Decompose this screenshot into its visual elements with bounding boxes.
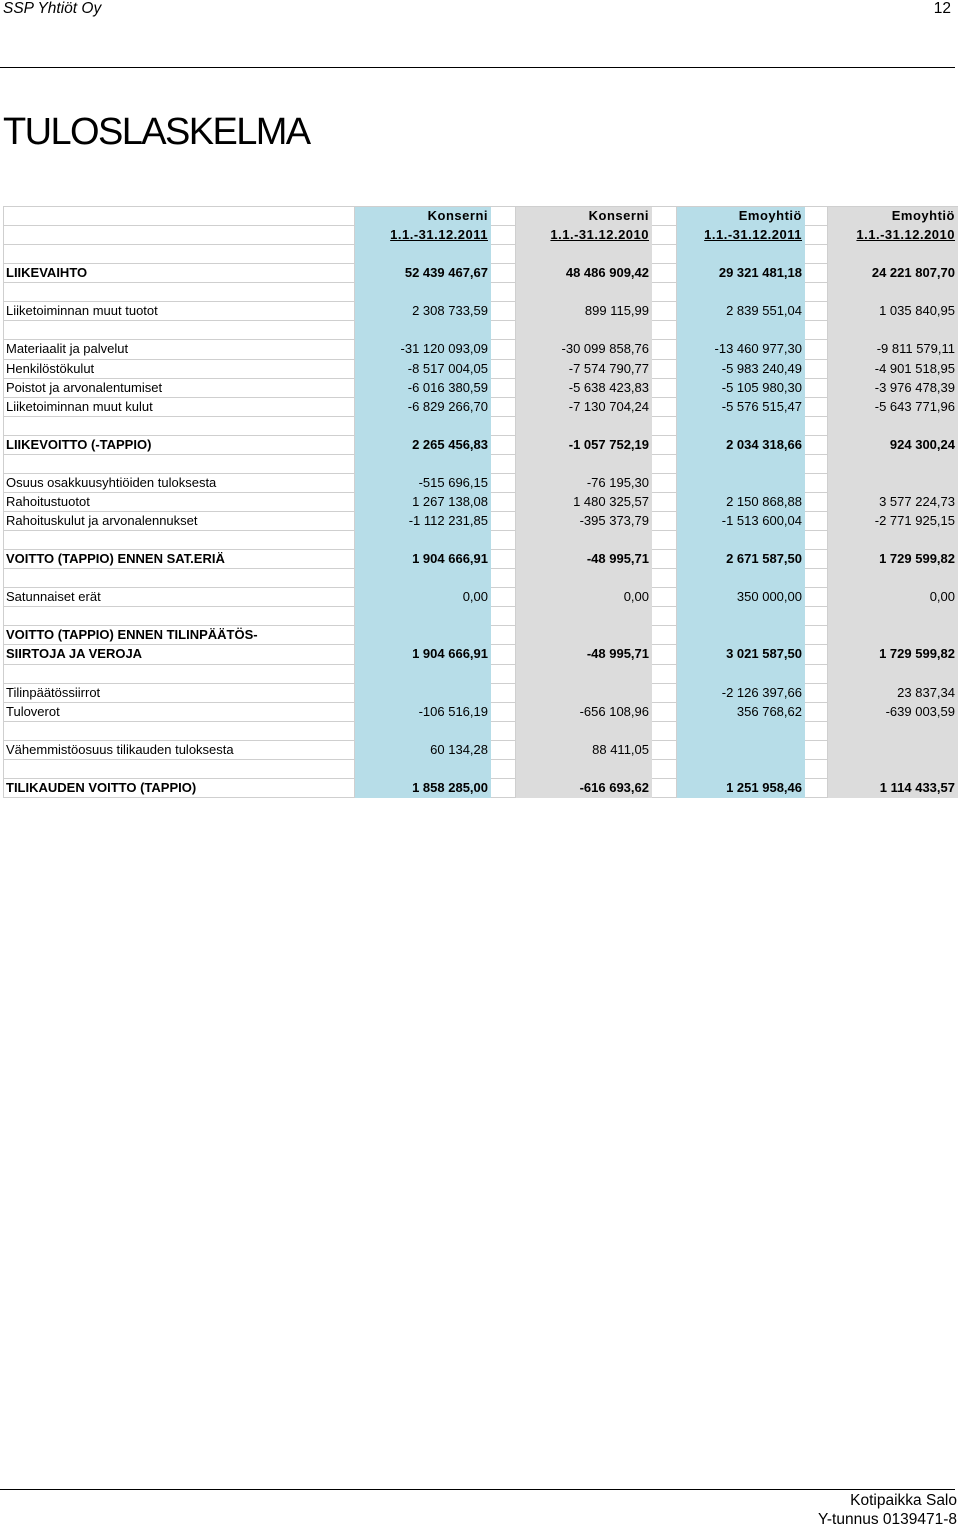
empty-cell [828,722,958,741]
value-cell: -7 130 704,24 [516,398,652,417]
value-cell [516,626,652,645]
row-label: LIIKEVAIHTO [4,264,355,283]
spacer-row [4,607,958,626]
value-cell: 3 021 587,50 [677,645,805,664]
column-period-header: 1.1.-31.12.2011 [355,226,491,245]
column-gap-cell [805,512,828,531]
spacer-row [4,417,958,436]
row-label: Poistot ja arvonalentumiset [4,379,355,398]
column-gap-cell [805,703,828,722]
column-gap-cell [491,703,516,722]
value-cell: -48 995,71 [516,645,652,664]
spacer-row [4,245,958,264]
empty-cell [516,665,652,684]
empty-cell [828,569,958,588]
column-gap-cell [805,645,828,664]
value-cell: -515 696,15 [355,474,491,493]
column-gap-cell [491,645,516,664]
value-cell: -639 003,59 [828,703,958,722]
business-id-text: Y-tunnus 0139471-8 [817,1511,957,1528]
table-row [4,360,958,379]
row-label: Liiketoiminnan muut tuotot [4,302,355,321]
column-gap-cell [491,760,516,779]
value-cell: -2 771 925,15 [828,512,958,531]
empty-cell [677,417,805,436]
column-gap-cell [491,245,516,264]
value-cell: -9 811 579,11 [828,340,958,359]
column-gap-cell [491,684,516,703]
column-gap-cell [491,302,516,321]
value-cell: 1 114 433,57 [828,779,958,798]
empty-cell [4,321,355,340]
column-gap-cell [805,760,828,779]
page-number: 12 [933,0,951,17]
column-gap-cell [491,531,516,550]
row-label: Rahoitustuotot [4,493,355,512]
value-cell [828,626,958,645]
column-gap-cell [652,703,677,722]
row-label: Vähemmistöosuus tilikauden tuloksesta [4,741,355,760]
column-gap-cell [805,722,828,741]
value-cell: 52 439 467,67 [355,264,491,283]
column-gap-cell [805,207,828,226]
column-gap-cell [652,645,677,664]
empty-cell [355,607,491,626]
header-rule [0,67,955,68]
column-group-header: Konserni [516,207,652,226]
value-cell: -5 643 771,96 [828,398,958,417]
column-gap-cell [805,264,828,283]
value-cell [828,741,958,760]
column-gap-cell [805,626,828,645]
column-gap-cell [805,417,828,436]
column-period-header: 1.1.-31.12.2011 [677,226,805,245]
value-cell: -48 995,71 [516,550,652,569]
empty-cell [4,226,355,245]
value-cell [516,684,652,703]
column-gap-cell [805,550,828,569]
column-gap-cell [491,417,516,436]
value-cell: 350 000,00 [677,588,805,607]
column-period-header: 1.1.-31.12.2010 [516,226,652,245]
empty-cell [355,455,491,474]
column-gap-cell [652,569,677,588]
empty-cell [355,417,491,436]
value-cell: 1 480 325,57 [516,493,652,512]
column-gap-cell [652,760,677,779]
value-cell: 1 729 599,82 [828,550,958,569]
value-cell: 1 267 138,08 [355,493,491,512]
column-gap-cell [652,512,677,531]
column-gap-cell [491,512,516,531]
column-gap-cell [652,264,677,283]
column-gap-cell [491,283,516,302]
empty-cell [516,283,652,302]
footer-rule [0,1489,955,1490]
value-cell [355,626,491,645]
value-cell: -31 120 093,09 [355,340,491,359]
value-cell: -616 693,62 [516,779,652,798]
column-period-header-row [4,226,958,245]
table-row [4,340,958,359]
value-cell: 60 134,28 [355,741,491,760]
column-gap-cell [491,779,516,798]
value-cell: 88 411,05 [516,741,652,760]
value-cell: 356 768,62 [677,703,805,722]
column-gap-cell [652,436,677,455]
column-gap-cell [652,741,677,760]
spacer-row [4,283,958,302]
empty-cell [677,760,805,779]
column-gap-cell [652,531,677,550]
column-gap-cell [652,550,677,569]
value-cell: -395 373,79 [516,512,652,531]
empty-cell [355,722,491,741]
column-gap-cell [805,321,828,340]
row-label: Tuloverot [4,703,355,722]
column-gap-cell [491,436,516,455]
empty-cell [4,417,355,436]
column-group-header: Konserni [355,207,491,226]
column-gap-cell [805,340,828,359]
column-gap-cell [652,626,677,645]
column-gap-cell [652,226,677,245]
value-cell: 24 221 807,70 [828,264,958,283]
empty-cell [355,665,491,684]
value-cell: 2 671 587,50 [677,550,805,569]
spacer-row [4,569,958,588]
column-gap-cell [491,207,516,226]
column-period-header: 1.1.-31.12.2010 [828,226,958,245]
column-gap-cell [491,226,516,245]
value-cell: -3 976 478,39 [828,379,958,398]
empty-cell [4,722,355,741]
value-cell: 899 115,99 [516,302,652,321]
value-cell: 1 858 285,00 [355,779,491,798]
column-gap-cell [491,722,516,741]
column-gap-cell [652,684,677,703]
column-gap-cell [652,779,677,798]
row-label: Satunnaiset erät [4,588,355,607]
empty-cell [828,283,958,302]
value-cell: -5 105 980,30 [677,379,805,398]
empty-cell [4,207,355,226]
empty-cell [516,321,652,340]
table-row [4,398,958,417]
column-gap-cell [805,245,828,264]
column-gap-cell [805,684,828,703]
column-gap-cell [652,283,677,302]
column-gap-cell [491,588,516,607]
empty-cell [516,417,652,436]
value-cell [828,474,958,493]
empty-cell [4,455,355,474]
domicile-text: Kotipaikka Salo [850,1492,957,1509]
row-label: Osuus osakkuusyhtiöiden tuloksesta [4,474,355,493]
empty-cell [516,245,652,264]
column-group-header: Emoyhtiö [677,207,805,226]
empty-cell [516,760,652,779]
column-gap-cell [805,665,828,684]
column-gap-cell [652,207,677,226]
row-label: Henkilöstökulut [4,360,355,379]
column-gap-cell [652,360,677,379]
value-cell: 1 904 666,91 [355,645,491,664]
spacer-row [4,665,958,684]
value-cell [677,626,805,645]
column-gap-cell [491,455,516,474]
value-cell [355,684,491,703]
table-row [4,474,958,493]
empty-cell [677,607,805,626]
column-gap-cell [652,455,677,474]
table-row [4,436,958,455]
column-gap-cell [805,226,828,245]
column-gap-cell [491,321,516,340]
table-row [4,493,958,512]
empty-cell [828,760,958,779]
column-gap-cell [652,321,677,340]
value-cell: 3 577 224,73 [828,493,958,512]
row-label: Materiaalit ja palvelut [4,340,355,359]
value-cell: -106 516,19 [355,703,491,722]
column-gap-cell [652,245,677,264]
empty-cell [4,607,355,626]
empty-cell [4,245,355,264]
table-row [4,550,958,569]
column-gap-cell [652,493,677,512]
column-gap-cell [652,588,677,607]
value-cell: -2 126 397,66 [677,684,805,703]
empty-cell [355,569,491,588]
empty-cell [4,665,355,684]
table-row [4,302,958,321]
value-cell: -76 195,30 [516,474,652,493]
spacer-row [4,455,958,474]
row-label: VOITTO (TAPPIO) ENNEN SAT.ERIÄ [4,550,355,569]
column-group-header: Emoyhtiö [828,207,958,226]
empty-cell [4,531,355,550]
column-gap-cell [491,493,516,512]
column-gap-cell [805,302,828,321]
empty-cell [4,569,355,588]
value-cell: -1 112 231,85 [355,512,491,531]
spacer-row [4,531,958,550]
spacer-row [4,722,958,741]
column-gap-cell [491,626,516,645]
spacer-row [4,321,958,340]
empty-cell [677,455,805,474]
value-cell: 2 308 733,59 [355,302,491,321]
empty-cell [677,321,805,340]
column-gap-cell [491,550,516,569]
column-gap-cell [491,360,516,379]
column-gap-cell [652,398,677,417]
value-cell: -1 057 752,19 [516,436,652,455]
row-label: Tilinpäätössiirrot [4,684,355,703]
value-cell: 1 035 840,95 [828,302,958,321]
table-row [4,645,958,664]
value-cell: 0,00 [355,588,491,607]
company-name: SSP Yhtiöt Oy [3,0,102,17]
empty-cell [4,760,355,779]
spacer-row [4,760,958,779]
value-cell: -6 829 266,70 [355,398,491,417]
column-gap-cell [491,340,516,359]
table-row [4,703,958,722]
empty-cell [516,455,652,474]
column-gap-cell [805,379,828,398]
page-title: TULOSLASKELMA [3,111,310,153]
column-gap-cell [652,340,677,359]
row-label: Rahoituskulut ja arvonalennukset [4,512,355,531]
column-group-header-row [4,207,958,226]
value-cell: 1 729 599,82 [828,645,958,664]
column-gap-cell [805,741,828,760]
empty-cell [677,722,805,741]
row-label: SIIRTOJA JA VEROJA [4,645,355,664]
column-gap-cell [805,474,828,493]
empty-cell [828,321,958,340]
empty-cell [4,283,355,302]
empty-cell [516,531,652,550]
column-gap-cell [652,607,677,626]
value-cell: -8 517 004,05 [355,360,491,379]
table-row [4,264,958,283]
value-cell: -4 901 518,95 [828,360,958,379]
empty-cell [828,245,958,264]
empty-cell [677,569,805,588]
column-gap-cell [805,493,828,512]
empty-cell [828,531,958,550]
column-gap-cell [805,398,828,417]
empty-cell [516,607,652,626]
value-cell: -5 983 240,49 [677,360,805,379]
value-cell: 924 300,24 [828,436,958,455]
row-label: LIIKEVOITTO (-TAPPIO) [4,436,355,455]
value-cell: 1 904 666,91 [355,550,491,569]
column-gap-cell [805,779,828,798]
empty-cell [355,283,491,302]
column-gap-cell [491,398,516,417]
empty-cell [677,245,805,264]
value-cell: -1 513 600,04 [677,512,805,531]
empty-cell [355,760,491,779]
value-cell: -656 108,96 [516,703,652,722]
empty-cell [677,531,805,550]
empty-cell [677,283,805,302]
table-row [4,512,958,531]
empty-cell [677,665,805,684]
value-cell: 0,00 [828,588,958,607]
value-cell: 2 839 551,04 [677,302,805,321]
table-row [4,588,958,607]
empty-cell [355,531,491,550]
value-cell: 2 265 456,83 [355,436,491,455]
column-gap-cell [805,436,828,455]
value-cell: 0,00 [516,588,652,607]
column-gap-cell [491,379,516,398]
column-gap-cell [491,569,516,588]
empty-cell [516,569,652,588]
empty-cell [355,321,491,340]
value-cell: -5 576 515,47 [677,398,805,417]
value-cell [677,741,805,760]
table-row [4,779,958,798]
table-row [4,741,958,760]
value-cell: 23 837,34 [828,684,958,703]
column-gap-cell [491,474,516,493]
value-cell: 2 034 318,66 [677,436,805,455]
value-cell: -7 574 790,77 [516,360,652,379]
row-label: Liiketoiminnan muut kulut [4,398,355,417]
empty-cell [828,665,958,684]
column-gap-cell [805,607,828,626]
column-gap-cell [652,379,677,398]
column-gap-cell [491,264,516,283]
column-gap-cell [491,665,516,684]
column-gap-cell [652,474,677,493]
empty-cell [828,455,958,474]
empty-cell [355,245,491,264]
column-gap-cell [805,531,828,550]
empty-cell [516,722,652,741]
row-label: TILIKAUDEN VOITTO (TAPPIO) [4,779,355,798]
empty-cell [828,417,958,436]
value-cell: -5 638 423,83 [516,379,652,398]
table-row [4,379,958,398]
column-gap-cell [805,569,828,588]
value-cell: 1 251 958,46 [677,779,805,798]
row-label: VOITTO (TAPPIO) ENNEN TILINPÄÄTÖS- [4,626,355,645]
value-cell: 2 150 868,88 [677,493,805,512]
income-statement-table [3,206,958,798]
column-gap-cell [805,588,828,607]
column-gap-cell [652,722,677,741]
column-gap-cell [652,665,677,684]
value-cell: -6 016 380,59 [355,379,491,398]
value-cell: 29 321 481,18 [677,264,805,283]
column-gap-cell [491,607,516,626]
column-gap-cell [805,455,828,474]
value-cell: 48 486 909,42 [516,264,652,283]
column-gap-cell [805,360,828,379]
empty-cell [828,607,958,626]
column-gap-cell [652,417,677,436]
table-row [4,626,958,645]
value-cell [677,474,805,493]
column-gap-cell [805,283,828,302]
table-row [4,684,958,703]
value-cell: -13 460 977,30 [677,340,805,359]
value-cell: -30 099 858,76 [516,340,652,359]
column-gap-cell [652,302,677,321]
column-gap-cell [491,741,516,760]
